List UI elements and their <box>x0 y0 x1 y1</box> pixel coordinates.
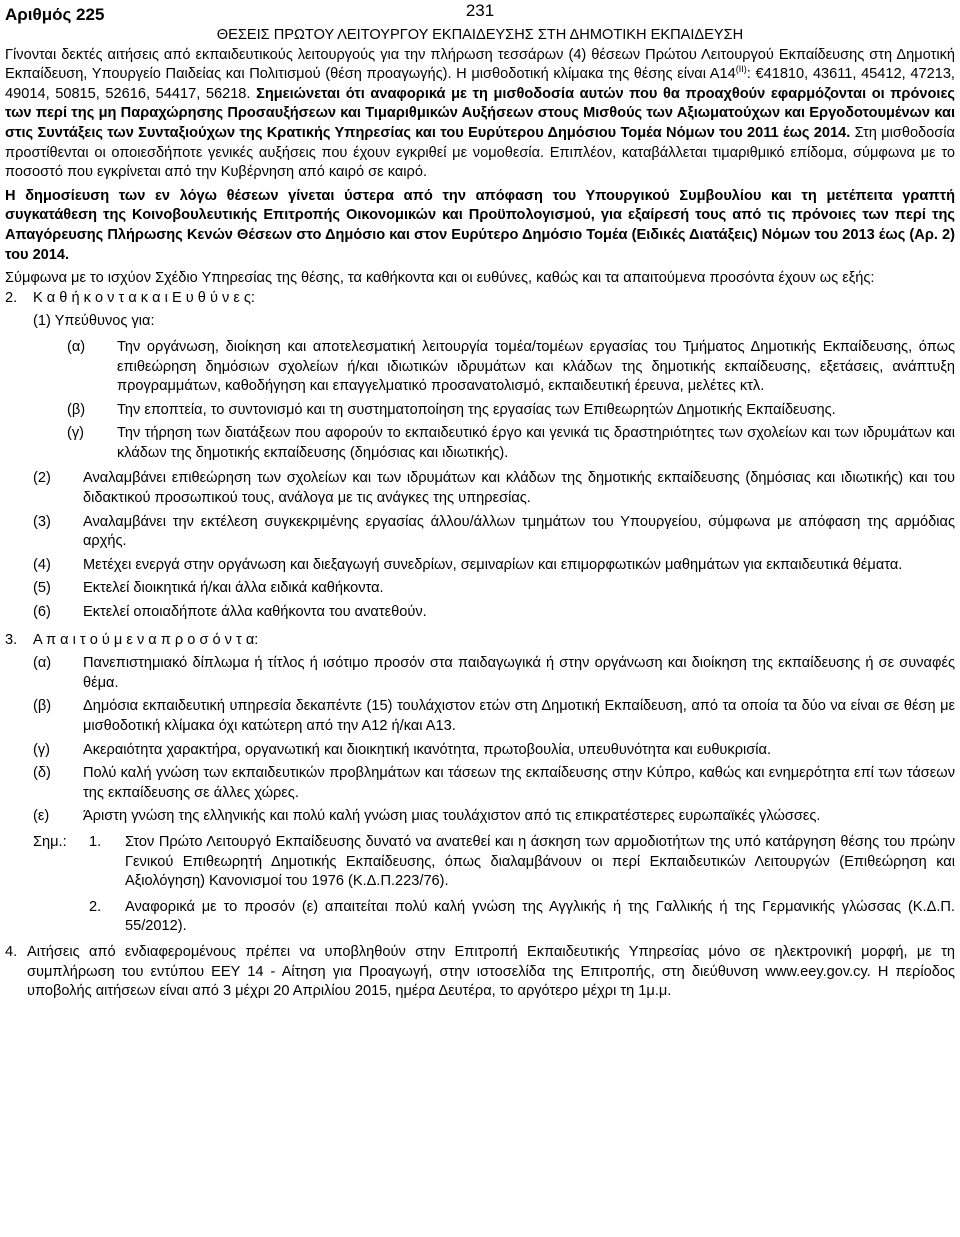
duty-item-text: Αναλαμβάνει επιθεώρηση των σχολείων και των ιδρυμάτων και κλάδων της δημοτικής εκπαίδευσης (δημόσιας και ιδιωτικής) και του διδακτικού προσωπικού τους, ανάλογα με τις ανάγκες της υπηρεσίας. <box>83 470 955 507</box>
duties-heading-text: Κ α θ ή κ ο ν τ α κ α ι Ε υ θ ύ ν ε ς: <box>33 289 255 306</box>
duty-item-text: Εκτελεί διοικητικά ή/και άλλα ειδικά καθήκοντα. <box>83 580 384 597</box>
qualification-item-label: (β) <box>33 698 52 715</box>
note-item <box>5 898 955 937</box>
note-item <box>5 833 955 892</box>
document-title: ΘΕΣΕΙΣ ΠΡΩΤΟΥ ΛΕΙΤΟΥΡΓΟΥ ΕΚΠΑΙΔΕΥΣΗΣ ΣΤΗ ΔΗΜΟΤΙΚΗ ΕΚΠΑΙΔΕΥΣΗ <box>216 27 744 43</box>
intro-paragraph-2: Η δημοσίευση των εν λόγω θέσεων γίνεται ύστερα από την απόφαση του Υπουργικού Συμβουλίου και τη μετέπειτα γραπτή συγκατάθεση της Κοινοβουλευτικής Επιτροπής Οικονομικών και Προϋπολογισμού, για εξαίρεσή τους από τις πρόνοιες των περί της Απαγόρευσης Πλήρωσης Κενών Θέσεων στο Δημόσιο και στον Ευρύτερο Δημόσιο Τομέα (Ειδικές Διατάξεις) Νόμων του 2013 έως (Αρ. 2) του 2014. <box>5 187 955 263</box>
qualification-item-text: Ακεραιότητα χαρακτήρα, οργανωτική και διοικητική ικανότητα, πρωτοβουλία, υπευθυνότητα και ευθυκρισία. <box>83 741 771 758</box>
duties-heading <box>5 289 955 309</box>
duty-item-text: Μετέχει ενεργά στην οργάνωση και διεξαγωγή συνεδρίων, σεμιναρίων και επιμορφωτικών μαθημάτων για εκπαιδευτικά θέματα. <box>83 556 903 573</box>
qualification-item-label: (ε) <box>33 808 50 825</box>
duty-item-text: Αναλαμβάνει την εκτέλεση συγκεκριμένης εργασίας άλλου/άλλων τμημάτων του Υπουργείου, σύμφωνα με απόφαση της αρμόδιας αρχής. <box>83 513 955 550</box>
qualification-item-text: Πανεπιστημιακό δίπλωμα ή τίτλος ή ισότιμο προσόν στα παιδαγωγικά ή στην οργάνωση και διοίκηση της εκπαίδευσης ή σε συναφές θέμα. <box>83 655 955 691</box>
duty-sub-item <box>5 338 955 397</box>
page-number: 231 <box>465 1 495 20</box>
duty-item <box>5 556 955 576</box>
qualification-item <box>5 741 955 761</box>
qualifications-heading <box>5 631 955 651</box>
duty-sub-item-text: Την εποπτεία, το συντονισμό και τη συστηματοποίηση της εργασίας των Επιθεωρητών Δημοτικής Εκπαίδευσης. <box>117 401 836 418</box>
intro-text-c: Στη μισθοδοσία προστίθενται οι οποιεσδήποτε γενικές αυξήσεις που έχουν εγκριθεί με νομοθεσία. Επιπλέον, καταβάλλεται τιμαριθμικό επίδομα, σύμφωνα με το ποσοστό που εγκρίνεται από την Κυβέρνηση από καιρό σε καιρό. <box>5 124 955 181</box>
duty-sub-item <box>5 424 955 463</box>
note-number: 1. <box>89 833 102 850</box>
intro-paragraph-3: Σύμφωνα με το ισχύον Σχέδιο Υπηρεσίας της θέσης, τα καθήκοντα και οι ευθύνες, καθώς και τα απαιτούμενα προσόντα έχουν ως εξής: <box>5 270 875 287</box>
qualification-item-label: (α) <box>33 655 52 672</box>
page-header <box>5 0 955 26</box>
duty-item-label: (6) <box>33 604 51 621</box>
qualification-item-text: Άριστη γνώση της ελληνικής και πολύ καλή γνώση μιας τουλάχιστον από τις επικρατέστερες ευρωπαϊκές γλώσσες. <box>83 808 821 825</box>
applications-text: Αιτήσεις από ενδιαφερομένους πρέπει να υποβληθούν στην Επιτροπή Εκπαιδευτικής Υπηρεσίας μόνο σε ηλεκτρονική μορφή, με τη συμπλήρωση του εντύπου ΕΕΥ 14 - Αίτηση για Προαγωγή, στην ιστοσελίδα της Επιτροπής, στη διεύθυνση www.eey.gov.cy. Η περίοδος υποβολής αιτήσεων είναι από 3 μέχρι 20 Απριλίου 2015, ημέρα Δευτέρα, το αργότερο μέχρι τη 1μ.μ. <box>27 943 955 1000</box>
note-number: 2. <box>89 898 102 915</box>
duty-item-label: (3) <box>33 513 51 530</box>
article-number: Αριθμός 225 <box>5 5 105 24</box>
duty-sub-item-label: (α) <box>67 338 86 355</box>
qualifications-heading-number: 3. <box>5 631 18 648</box>
note-text: Αναφορικά με το προσόν (ε) απαιτείται πολύ καλή γνώση της Αγγλικής ή της Γαλλικής ή της Γερμανικής γλώσσας (Κ.Δ.Π. 55/2012). <box>125 898 955 935</box>
qualification-item <box>5 697 955 736</box>
duty-sub-item-text: Την τήρηση των διατάξεων που αφορούν το εκπαιδευτικό έργο και γενικά τις δραστηριότητες των σχολείων και των ιδρυμάτων και κλάδων της δημοτικής εκπαίδευσης (δημόσιας και ιδιωτικής). <box>117 425 955 461</box>
duty-item <box>5 469 955 508</box>
qualification-item <box>5 764 955 803</box>
qualification-item-text: Πολύ καλή γνώση των εκπαιδευτικών προβλημάτων και τάσεων της εκπαίδευσης στην Κύπρο, καθώς και ενημερότητα επί των τάσεων της εκπαίδευσης σε άλλες χώρες. <box>83 765 955 801</box>
qualification-item-text: Δημόσια εκπαιδευτική υπηρεσία δεκαπέντε (15) τουλάχιστον ετών στη Δημοτική Εκπαίδευση, από τα οποία τα δύο να είναι σε θέση με μισθοδοτική κλίμακα όχι κατώτερη από την Α12 ή/και Α13. <box>83 698 955 734</box>
duty-sub-item <box>5 401 955 421</box>
duty-sub-item-label: (γ) <box>67 425 85 442</box>
qualification-item-label: (δ) <box>33 765 51 782</box>
note-text: Στον Πρώτο Λειτουργό Εκπαίδευσης δυνατό να ανατεθεί και η άσκηση των αρμοδιοτήτων της υπό κατάργηση θέσης του πρώην Γενικού Επιθεωρητή Δημοτικής Εκπαίδευσης, όπως διαλαμβάνουν οι περί Εκπαιδευτικών Λειτουργών (Επιθεώρηση και Αξιολόγηση) Κανονισμοί του 1976 (Κ.Δ.Π.223/76). <box>125 833 955 890</box>
intro-text-b: : €41810, 43611, 45412, 47213, 49014, 50815, 52616, 54417, 56218. <box>5 66 955 102</box>
note-label: Σημ.: <box>33 833 67 850</box>
duty-item-label: (5) <box>33 580 51 597</box>
applications-paragraph <box>5 943 955 1002</box>
applications-number: 4. <box>5 943 18 960</box>
duties-sub1-title: (1) Υπεύθυνος για: <box>33 313 155 330</box>
qualification-item-label: (γ) <box>33 741 51 758</box>
qualification-item <box>5 807 955 827</box>
qualifications-heading-text: Α π α ι τ ο ύ μ ε ν α π ρ ο σ ό ν τ α: <box>33 631 259 648</box>
intro-bold-note: Σημειώνεται ότι αναφορικά με τη μισθοδοσία αυτών που θα προαχθούν εφαρμόζονται οι πρόνοιες των περί της μη Παραχώρησης Προσαυξήσεων και Τιμαριθμικών Αυξήσεων στους Μισθούς των Αξιωματούχων και Εργοδοτουμένων και στις Συντάξεις των Συνταξιούχων της Κρατικής Υπηρεσίας και του Ευρύτερου Δημόσιου Τομέα Νόμων του 2011 έως 2014. <box>5 85 955 141</box>
duty-item-text: Εκτελεί οποιαδήποτε άλλα καθήκοντα του ανατεθούν. <box>83 604 427 621</box>
duty-item-label: (2) <box>33 470 51 487</box>
duty-item <box>5 579 955 599</box>
duty-item <box>5 603 955 623</box>
intro-text-a: Γίνονται δεκτές αιτήσεις από εκπαιδευτικούς λειτουργούς για την πλήρωση τεσσάρων (4) θέσεων Πρώτου Λειτουργού Εκπαίδευσης στη Δημοτική Εκπαίδευση, Υπουργείο Παιδείας και Πολιτισμού (θέση προαγωγής). Η μισθοδοτική κλίμακα της θέσης είναι Α14 <box>5 46 955 83</box>
qualification-item <box>5 654 955 693</box>
duty-sub-item-text: Την οργάνωση, διοίκηση και αποτελεσματική λειτουργία τομέα/τομέων εργασίας του Τμήματος Δημοτικής Εκπαίδευσης, όπως επιθεώρηση δημόσιων σχολείων ή/και ιδιωτικών ιδρυμάτων και κλάδων της δημοτικής εκπαίδευσης, εξετάσεις, ανάπτυξη προγραμμάτων, καθοδήγηση και επαγγελματικό προσανατολισμό, εκπαιδευτική έρευνα, μελέτες κτλ. <box>117 338 955 395</box>
duty-item <box>5 513 955 552</box>
scale-superscript: (ΙΙ) <box>735 64 747 75</box>
duty-item-label: (4) <box>33 556 51 573</box>
duty-sub-item-label: (β) <box>67 401 86 418</box>
intro-paragraph-1 <box>5 46 955 183</box>
duties-heading-number: 2. <box>5 289 18 306</box>
